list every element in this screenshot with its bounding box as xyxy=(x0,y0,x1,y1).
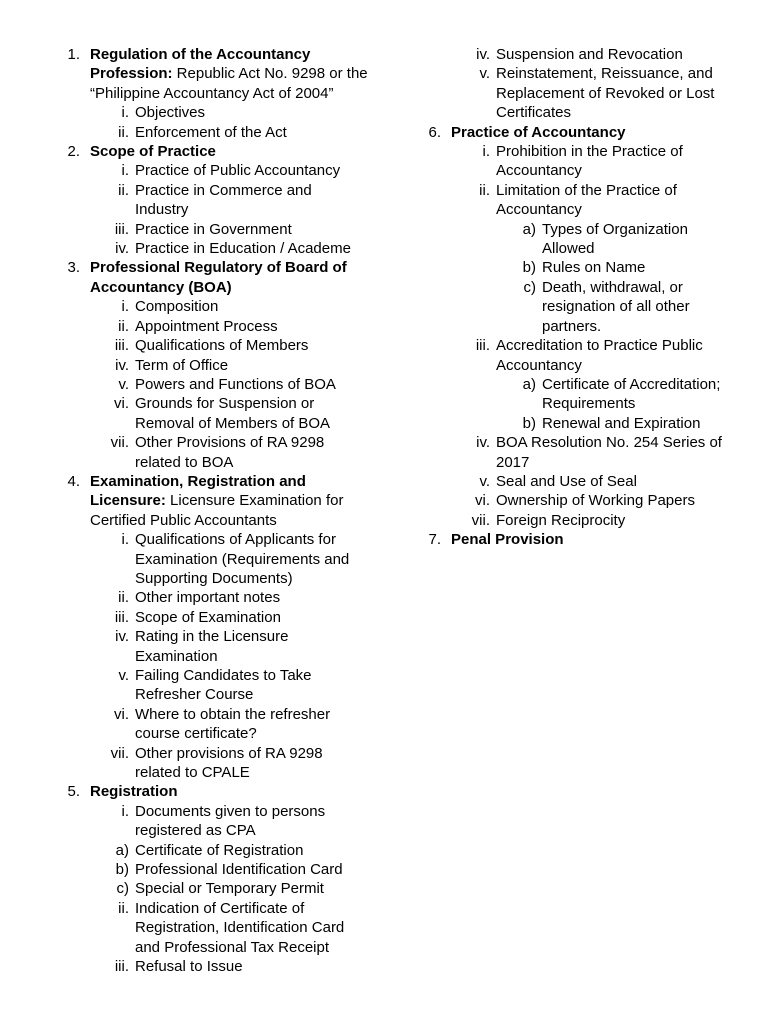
section-number: 6. xyxy=(428,123,441,141)
list-item xyxy=(419,491,739,510)
list-item xyxy=(58,336,368,355)
item-text: Certificate of Registration xyxy=(135,841,304,859)
section-6 xyxy=(419,123,739,142)
list-item xyxy=(419,142,739,181)
item-text: Term of Office xyxy=(135,356,229,374)
item-text: Scope of Examination xyxy=(135,608,281,626)
item-text: Practice of Public Accountancy xyxy=(135,162,341,180)
list-item xyxy=(419,64,739,122)
list-item xyxy=(58,705,368,744)
item-text: Grounds for Suspension or Removal of Members of BOA xyxy=(135,395,331,432)
section-4 xyxy=(58,472,368,530)
item-number: vi. xyxy=(114,395,129,413)
lettered-item xyxy=(58,860,368,879)
item-number: i. xyxy=(121,531,129,549)
lettered-item xyxy=(419,375,739,414)
item-letter: b) xyxy=(522,414,536,432)
item-number: i. xyxy=(482,143,490,161)
item-number: iv. xyxy=(115,356,129,374)
section-description: Licensure Examination for Certified Public Accountants xyxy=(90,492,344,529)
item-text: Other provisions of RA 9298 related to CPALE xyxy=(135,744,323,782)
section-title: Regulation of the Accountancy Profession: xyxy=(90,46,311,83)
item-number: ii. xyxy=(118,317,129,335)
item-text: Documents given to persons registered as CPA xyxy=(135,802,326,840)
item-letter: c) xyxy=(116,880,129,898)
list-item xyxy=(58,433,368,472)
section-number: 4. xyxy=(67,472,80,490)
item-number: ii. xyxy=(118,899,129,917)
section-title: Professional Regulatory of Board of Accountancy (BOA) xyxy=(90,259,347,296)
item-text: Other Provisions of RA 9298 related to BOA xyxy=(135,434,325,471)
section-1 xyxy=(58,45,368,103)
list-item xyxy=(419,433,739,472)
item-text: Practice in Government xyxy=(135,220,292,238)
lettered-item xyxy=(419,414,739,433)
item-text: Reinstatement, Reissuance, and Replacement of Revoked or Lost Certificates xyxy=(496,65,715,122)
item-text: Suspension and Revocation xyxy=(496,46,683,63)
list-item xyxy=(58,181,368,220)
item-letter: b) xyxy=(115,861,129,879)
item-number: vii. xyxy=(110,434,129,452)
list-item xyxy=(58,317,368,336)
item-text: Special or Temporary Permit xyxy=(135,880,324,898)
item-text: Refusal to Issue xyxy=(135,958,243,976)
section-number: 2. xyxy=(67,143,80,161)
list-item xyxy=(58,899,368,957)
item-text: Objectives xyxy=(135,104,206,122)
list-item xyxy=(58,375,368,394)
section-3 xyxy=(58,258,368,297)
item-text: Prohibition in the Practice of Accountancy xyxy=(496,143,683,180)
item-text: Rules on Name xyxy=(542,259,646,277)
item-text: Powers and Functions of BOA xyxy=(135,375,336,393)
item-number: v. xyxy=(479,472,490,490)
item-number: v. xyxy=(118,667,129,684)
list-item xyxy=(58,608,368,627)
list-item xyxy=(58,627,368,666)
item-text: Ownership of Working Papers xyxy=(496,492,695,510)
section-description: Republic Act No. 9298 or the “Philippine Accountancy Act of 2004” xyxy=(90,65,368,102)
item-text: Failing Candidates to Take Refresher Course xyxy=(135,667,312,704)
item-number: i. xyxy=(121,104,129,122)
section-title: Penal Provision xyxy=(451,531,564,549)
section-title: Scope of Practice xyxy=(90,143,216,161)
item-number: i. xyxy=(121,298,129,316)
item-text: Seal and Use of Seal xyxy=(496,472,637,490)
item-number: ii. xyxy=(118,123,129,141)
section-5 xyxy=(58,782,368,801)
lettered-item xyxy=(58,879,368,898)
item-number: iv. xyxy=(476,434,490,452)
left-column xyxy=(58,45,368,977)
item-text: Types of Organization Allowed xyxy=(542,220,688,258)
lettered-item xyxy=(58,841,368,860)
item-text: BOA Resolution No. 254 Series of 2017 xyxy=(496,434,722,471)
list-item xyxy=(58,297,368,316)
lettered-item xyxy=(419,278,739,336)
item-number: ii. xyxy=(479,181,490,199)
list-item xyxy=(58,123,368,142)
item-letter: a) xyxy=(115,841,129,859)
item-number: iii. xyxy=(475,337,490,355)
item-text: Renewal and Expiration xyxy=(542,414,701,432)
list-item xyxy=(58,394,368,433)
section-number: 7. xyxy=(428,531,441,549)
section-title: Examination, Registration and Licensure: xyxy=(90,472,306,510)
item-text: Composition xyxy=(135,298,219,316)
section-7 xyxy=(419,530,739,549)
item-number: iii. xyxy=(114,220,129,238)
item-letter: a) xyxy=(522,220,536,238)
item-number: iv. xyxy=(115,240,129,258)
list-item xyxy=(58,220,368,239)
lettered-item xyxy=(419,220,739,259)
item-number: iii. xyxy=(114,958,129,976)
list-item xyxy=(58,356,368,375)
list-item xyxy=(58,161,368,180)
item-letter: c) xyxy=(523,278,536,296)
list-item xyxy=(58,530,368,588)
item-number: ii. xyxy=(118,181,129,199)
item-text: Rating in the Licensure Examination xyxy=(135,628,289,665)
right-column xyxy=(419,45,739,550)
list-item xyxy=(419,511,739,530)
list-item xyxy=(58,239,368,258)
item-text: Other important notes xyxy=(135,589,281,607)
item-number: vi. xyxy=(114,705,129,723)
list-item xyxy=(419,336,739,375)
list-item xyxy=(419,181,739,220)
item-number: iv. xyxy=(476,46,490,63)
item-text: Qualifications of Applicants for Examination (Requirements and Supporting Documents) xyxy=(135,531,350,587)
item-text: Death, withdrawal, or resignation of all other partners. xyxy=(542,278,690,335)
item-text: Qualifications of Members xyxy=(135,337,309,355)
item-text: Practice in Education / Academe xyxy=(135,240,351,258)
item-letter: a) xyxy=(522,375,536,393)
lettered-item xyxy=(419,258,739,277)
item-number: v. xyxy=(118,375,129,393)
item-text: Indication of Certificate of Registration, Identification Card and Professional Tax Receipt xyxy=(135,899,345,956)
section-number: 1. xyxy=(67,46,80,63)
section-title: Registration xyxy=(90,783,178,801)
list-item xyxy=(58,957,368,976)
item-text: Foreign Reciprocity xyxy=(496,511,626,529)
item-text: Where to obtain the refresher course certificate? xyxy=(135,705,331,743)
list-item xyxy=(58,588,368,607)
item-number: iii. xyxy=(114,608,129,626)
item-text: Professional Identification Card xyxy=(135,861,343,879)
item-number: i. xyxy=(121,802,129,820)
item-text: Practice in Commerce and Industry xyxy=(135,181,312,219)
list-item xyxy=(58,666,368,705)
item-number: v. xyxy=(479,65,490,83)
section-number: 5. xyxy=(67,783,80,801)
section-number: 3. xyxy=(67,259,80,277)
list-item xyxy=(58,802,368,841)
item-text: Limitation of the Practice of Accountancy xyxy=(496,181,677,219)
item-text: Enforcement of the Act xyxy=(135,123,287,141)
item-number: vii. xyxy=(471,511,490,529)
item-number: i. xyxy=(121,162,129,180)
list-item xyxy=(419,472,739,491)
item-number: ii. xyxy=(118,589,129,607)
section-title: Practice of Accountancy xyxy=(451,123,626,141)
item-number: iv. xyxy=(115,628,129,646)
item-number: vii. xyxy=(110,744,129,762)
section-2 xyxy=(58,142,368,161)
item-number: vi. xyxy=(475,492,490,510)
list-item xyxy=(58,744,368,783)
item-number: iii. xyxy=(114,337,129,355)
list-item xyxy=(58,103,368,122)
item-text: Appointment Process xyxy=(135,317,278,335)
item-letter: b) xyxy=(522,259,536,277)
item-text: Certificate of Accreditation; Requirements xyxy=(542,375,721,413)
list-item xyxy=(419,45,739,64)
item-text: Accreditation to Practice Public Accountancy xyxy=(496,337,703,374)
